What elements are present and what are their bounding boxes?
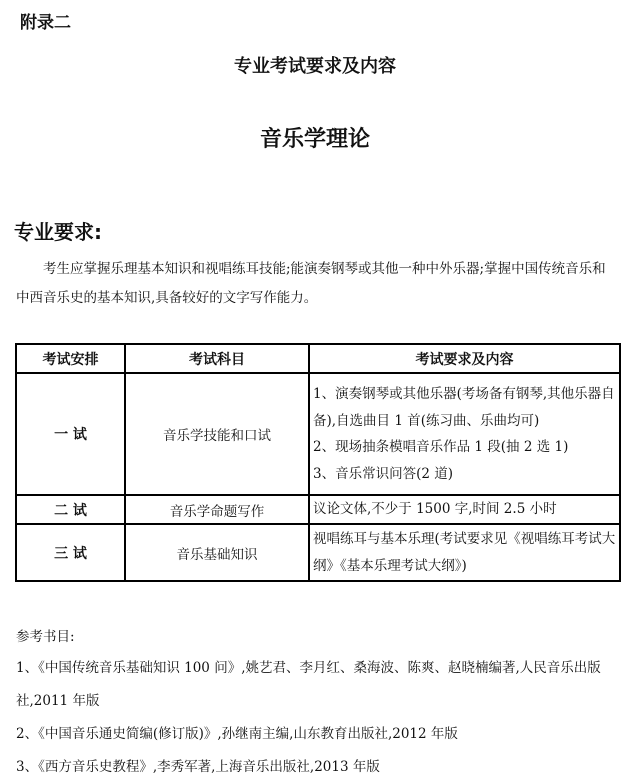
header-exam-subject: 考试科目 (125, 344, 309, 373)
appendix-label: 附录二 (20, 13, 71, 33)
exam-table (15, 343, 621, 582)
requirement-item: 1、演奏钢琴或其他乐器(考场备有钢琴,其他乐器自备),自选曲目 1 首(练习曲、乐曲均可) (313, 386, 615, 429)
references-section (16, 622, 616, 784)
exam-requirements (309, 524, 620, 581)
exam-subject: 音乐学技能和口试 (125, 373, 309, 495)
exam-round: 三 试 (16, 524, 125, 581)
table-row (16, 495, 620, 524)
header-exam-requirements: 考试要求及内容 (309, 344, 620, 373)
requirement-item: 议论文体,不少于 1500 字,时间 2.5 小时 (313, 501, 557, 518)
requirement-item: 视唱练耳与基本乐理(考试要求见《视唱练耳考试大纲》《基本乐理考试大纲》) (313, 531, 616, 574)
requirements-heading: 专业要求: (14, 220, 102, 244)
exam-subject: 音乐学命题写作 (125, 495, 309, 524)
requirement-item: 2、现场抽条模唱音乐作品 1 段(抽 2 选 1) (313, 439, 569, 455)
exam-requirements (309, 373, 620, 495)
table-row (16, 524, 620, 581)
document-title: 专业考试要求及内容 (234, 56, 396, 77)
reference-item: 1、《中国传统音乐基础知识 100 问》,姚艺君、李月红、桑海波、陈爽、赵晓楠编著,人民音乐出版社,2011 年版 (16, 660, 601, 709)
exam-requirements (309, 495, 620, 524)
exam-table-header-row (16, 344, 620, 373)
header-exam-arrangement: 考试安排 (16, 344, 125, 373)
exam-round: 二 试 (16, 495, 125, 524)
major-name: 音乐学理论 (259, 127, 370, 152)
reference-item: 3、《西方音乐史教程》,李秀军著,上海音乐出版社,2013 年版 (16, 759, 380, 775)
references-heading: 参考书目: (16, 629, 75, 645)
exam-subject: 音乐基础知识 (125, 524, 309, 581)
table-row (16, 373, 620, 495)
exam-round: 一 试 (16, 373, 125, 495)
reference-item: 2、《中国音乐通史简编(修订版)》,孙继南主编,山东教育出版社,2012 年版 (16, 726, 458, 742)
requirements-text: 考生应掌握乐理基本知识和视唱练耳技能;能演奏钢琴或其他一种中外乐器;掌握中国传统音乐和中西音乐史的基本知识,具备较好的文字写作能力。 (16, 261, 606, 306)
requirement-item: 3、音乐常识问答(2 道) (313, 465, 454, 482)
